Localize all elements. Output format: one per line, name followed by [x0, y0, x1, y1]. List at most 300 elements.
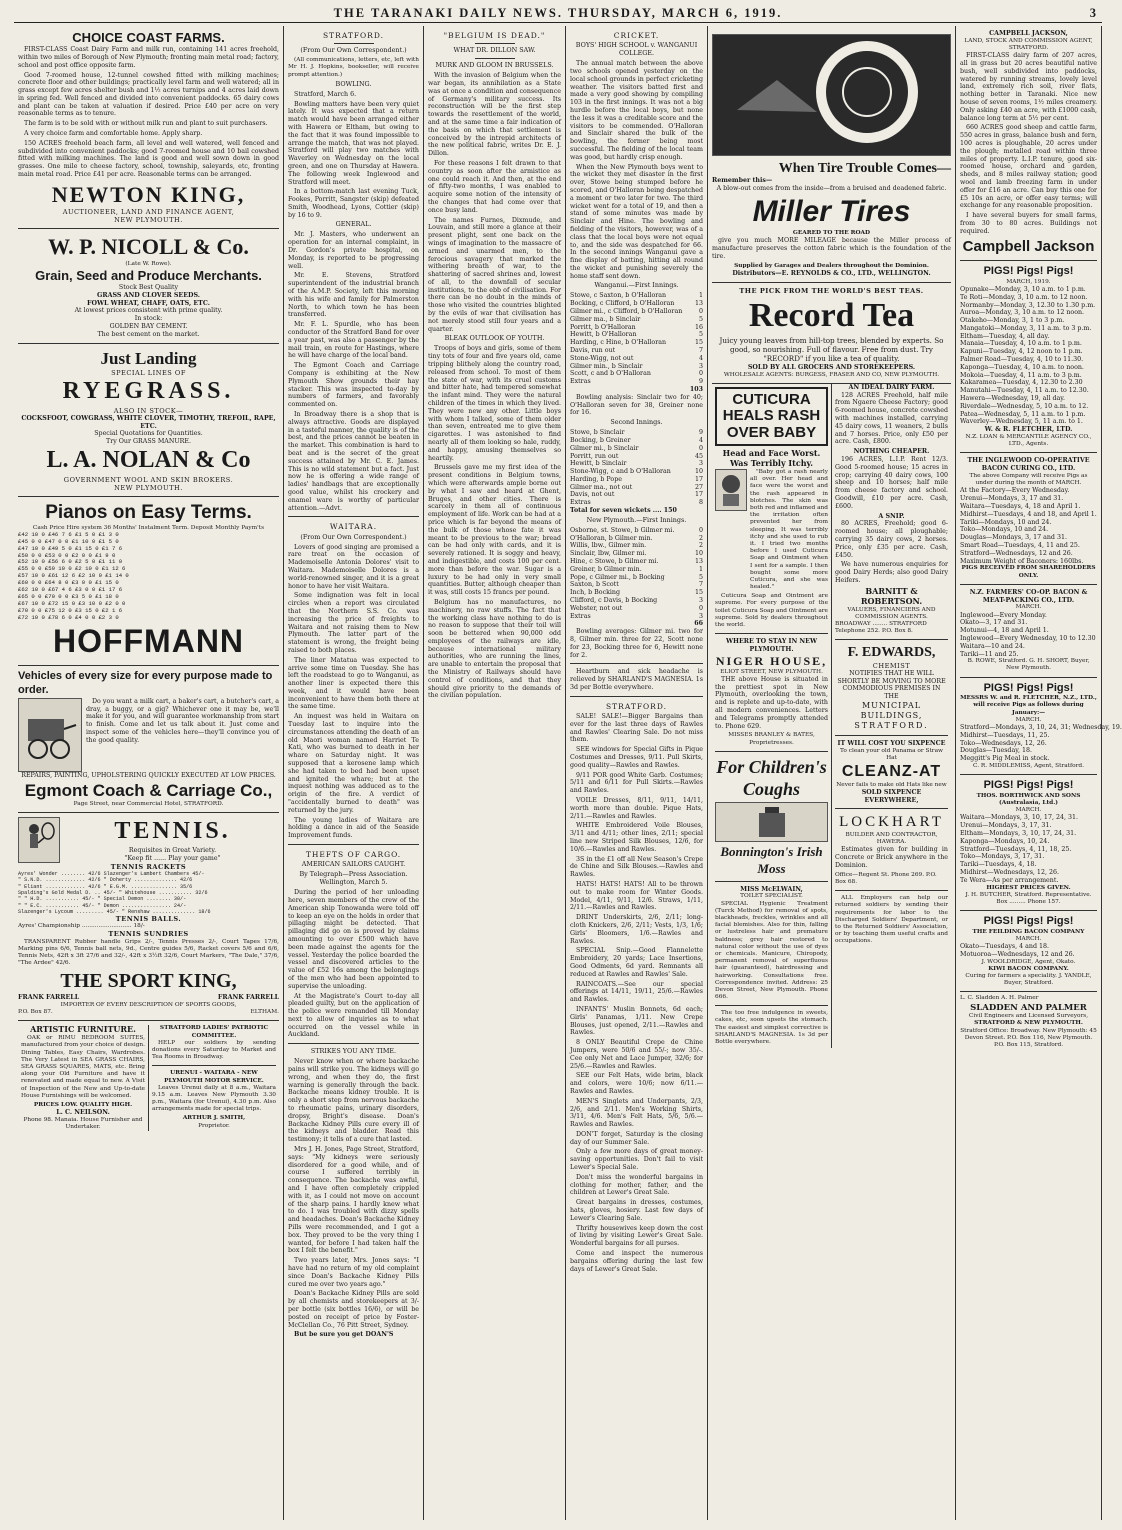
sharland-ad: Heartburn and sick headache is relieved by SHARLAND'S MAGNESIA. 1s 3d per Bottle everywhere. [570, 668, 703, 691]
scorecard-heading: Wanganui.—First Innings. [594, 281, 679, 290]
feilding-signature: J. WOOLDRIDGE, Agent, Okato. [981, 958, 1076, 965]
sladden-ad [960, 992, 1097, 1049]
scorecard-row [570, 527, 703, 535]
bonnington-title: For Children's Coughs [716, 756, 827, 800]
nolan-sub: GOVERNMENT WOOL AND SKIN BROKERS. [63, 475, 234, 484]
batsman-name: Hewitt, b O'Halloran [570, 331, 637, 339]
choice-farms-text: A very choice farm and comfortable home. Apply sharp. [24, 130, 203, 138]
batsman-runs: 3 [698, 612, 703, 620]
mcelwain-text: SPECIAL Hygienic Treatment (Turck Method) for removal of spots, blackheads, freckles, wrinkles and all facial blemishes. Also for thin, falling or lustreless hair and premature baldness; grey hair restored to natural color without the use of dyes or chemicals. Manicure, Chiropody, permanent removal of superfluous hair (guaranteed), hairdressing and hairworking. Consultations free. Correspondence invited. Address: 25 Devon Street, New Plymouth. Phone 666. [715, 900, 828, 1001]
scorecard-row [570, 292, 703, 300]
piano-price-row: £50 0 0 £53 0 0 £2 0 0 £1 9 0 [18, 551, 116, 559]
batsman-name: Extras [570, 378, 591, 386]
schedule-line: Opunake—Monday, 3, 10 a.m. to 1 p.m. [960, 285, 1086, 293]
lockhart-sub: BUILDER AND CONTRACTOR, HAWERA. [845, 832, 938, 846]
classified-ad: VOILE Dresses, 8/11, 9/11, 14/11, worth more than double. Pique Hats, 2/11.—Rawles and Rawles. [570, 797, 703, 820]
batsman-runs: 15 [694, 339, 703, 347]
sport-king-name: FRANK FARRELL [18, 994, 80, 1002]
schedule-line: Eltham—Tuesday, 4, all day. [960, 332, 1050, 340]
schedule-line: Otakeho—Monday, 3, 1 to 3 p.m. [960, 317, 1065, 325]
racket-price-line: " S.N.D. ............. 42/6 " Doherty .............. 42/6 [18, 877, 193, 884]
choice-farms-text: The farm is to be sold with or without milk run and plant to suit purchasers. [24, 120, 268, 128]
scorecard-row [570, 468, 703, 476]
column-belgium [424, 26, 566, 1520]
batsman-name: Davis, not out [570, 491, 615, 499]
batsman-runs: 9 [698, 429, 703, 437]
nicoll-line: In stock: [134, 315, 163, 323]
tea-agents: WHOLESALE AGENTS: BURGESS, FRASER AND CO, NEW PLYMOUTH. [723, 371, 940, 378]
scorecard-row [570, 460, 703, 468]
miller-distributors: Distributors—E. REYNOLDS & CO., LTD., WELLINGTON. [732, 269, 931, 277]
scorecard-row [570, 347, 703, 355]
schedule-line: Douglas—Tuesday, 18. [960, 747, 1032, 755]
batsman-runs: 5 [698, 331, 703, 339]
campbell-text: 660 ACRES good sheep and cattle farm, 550 acres in grass, balance bush and fern, 100 acres is ploughable, 20 acres under the plough; metalled road within three miles of property. L.I.P. tenure, good six-roomed house, orchard and garden, sheds, and 8 miles railway station; good wool and lamb freezing farm in under offer for £16 an acre. Can buy this one for £5 10s an acre, or offer easy terms; will exchange for any reasonable proposition. [960, 124, 1097, 210]
batsman-name: Stowe, c Saxton, b O'Halloran [570, 292, 667, 300]
schedule-line: Mokoia—Tuesday, 4, 11 a.m. to 3 p.m. [960, 371, 1082, 379]
telegraph-note: By Telegraph—Press Association. Wellington, March 5. [299, 870, 408, 887]
column-ads-left [14, 26, 284, 1520]
batsman-name: Inch, b Bocking [570, 589, 621, 597]
schedule-line: Waverley—Wednesday, 5, 11 a.m. to 1. [960, 418, 1083, 426]
batsman-name: Harding, b Pope [570, 475, 622, 483]
lewer-ad: Thrifty housewives keep down the cost of living by visiting Lewer's Great Sale. Wonderful bargains for all purses. [570, 1224, 703, 1248]
batsman-runs: 3 [698, 362, 703, 370]
schedule-line: Urenui—Mondays, 3, 17, 31. [960, 822, 1052, 830]
sladden-sub: Civil Engineers and Licensed Surveyors, [968, 1013, 1089, 1020]
classified-ad: INFANTS' Muslin Bonnets, 6d each; Girls' Panamas, 1/11. New Crepe Blouses, just opened, 2/11.—Rawles and Rawles. [570, 1005, 703, 1037]
classified-ad: SEE our Felt Hats, wide brim, black and colors, were 10/6; now 6/11.—Rawles and Rawles. [570, 1072, 703, 1095]
article-text: At the Magistrate's Court to-day all pleaded guilty, but on the application of the police were remanded till Monday next to allow of inquiries as to what occurred on the vessel while in Auckland. [288, 992, 419, 1039]
racket-price-line: Slazenger's Lycoum ......... 45/- " Renshaw .............. 18/6 [18, 908, 211, 915]
scorecard-row [570, 613, 703, 621]
newton-king-title: NEWTON KING, [51, 181, 246, 207]
article-text: In a bottom-match last evening Tuck, Fookes, Porritt, Sangster (skip) defeated Smith, Woodhead, Lyons, Cottier (skip) by 16 to 9. [288, 188, 419, 219]
scorecard-row [570, 542, 703, 550]
article-text: The Egmont Coach and Carriage Company is exhibiting at the New Plymouth Show grounds their hay stacker. This was inspected to-day by numbers of farmers, and favorably commented on. [288, 362, 419, 409]
batsman-runs: 4 [698, 436, 703, 444]
nzf-signature: B. ROWE, Stratford. G. H. SHORT, Buyer, New Plymouth. [967, 658, 1090, 672]
schedule-line: Manaia—Tuesday, 4, 10 a.m. to 1 p.m. [960, 340, 1082, 348]
batsman-name: Webster, not out [570, 604, 623, 612]
artistic-title: ARTISTIC FURNITURE. [30, 1024, 136, 1035]
pianos-table [18, 532, 279, 622]
bonnington-bottle [715, 802, 828, 842]
artistic-name: L. C. NEILSON. [56, 1109, 110, 1117]
schedule-line: Te Wera—As per arrangement. [960, 876, 1059, 884]
masthead-title: THE TARANAKI DAILY NEWS. THURSDAY, MARCH 6, 1919. [333, 6, 783, 20]
pigs-title: PIGS! Pigs! Pigs! [983, 779, 1074, 792]
scorecard-row [570, 589, 703, 597]
classified-ad: 9/11 POR good White Garb. Costumes; 5/11 and 6/11 for Pull Skirts.—Rawles and Rawles. [570, 771, 703, 795]
campbell-signature: Campbell Jackson [962, 237, 1095, 255]
ryegrass-also: ALSO IN STOCK— [113, 406, 184, 415]
batsman-runs: 13 [694, 558, 703, 565]
schedule-line: Kakaramea—Tuesday, 4, 12.30 to 2.30 [960, 379, 1083, 387]
cart-illustration [18, 698, 82, 772]
article-text: Bowling matters have been very quiet lately. It was expected that a return match would have been arranged either with Hawera or Eltham, but owing to the fact that it was found impossible to arrange the match, that was not played. Stratford will play two matches with Waverley on Wednesday on the local green, and one on Thursday at Hawera. The following week Inglewood and Stratford will meet. [288, 100, 419, 186]
campbell-text: I have several buyers for small farms, from 30 to 80 acres. Buildings not required. [960, 212, 1097, 235]
mcelwain-title: MISS McELWAIN, [740, 885, 803, 893]
nz-farmers-ad [960, 585, 1097, 678]
piano-price-row: £42 10 0 £46 7 6 £1 5 0 £1 3 0 [18, 530, 119, 538]
edwards-town: STRATFORD. [854, 720, 929, 730]
nicoll-line: FOWL WHEAT, CHAFF, OATS, ETC. [87, 299, 210, 307]
employers-notice: ALL Employers can help our returned soldiers by sending their requirements for labor to the Discharged Soldiers' Department, or to the Returned Soldiers' Association, or by teaching them useful crafts and occupations. [835, 895, 948, 945]
batsman-runs: 5 [698, 315, 703, 323]
artistic-text: OAK or RIMU BEDROOM SUITES, manufactured from your choice of design. Dining Tables, Easy Chairs, Wardrobes. The Very Latest in SEA GRASS CHAIRS, SEA GRASS SQUARES, MATS, etc. Bring along your Old Furniture and have it renovated and made equal to new. A Visit of Inspection of the New and Up-to-date House Furnishings will be welcomed. [21, 1035, 145, 1099]
batsman-runs: 5 [698, 573, 703, 581]
cleanz-sub: To clean your old Panama or Straw Hat [840, 747, 943, 761]
batsman-name: Porritt, b O'Halloran [570, 323, 636, 331]
article-text: The young ladies of Waitara are holding a dance in aid of the Seaside Improvement funds. [288, 816, 419, 840]
page-number: 3 [1089, 6, 1098, 20]
schedule-line: Auroa—Monday, 3, 10 a.m. to 12 noon. [960, 309, 1085, 317]
barnitt-address: BROADWAY ........ STRATFORD Telephone 252. P.O. Box 8. [835, 620, 927, 635]
batsman-runs: 1 [698, 565, 703, 573]
ryegrass-quote: Special Quotations for Quantities. [94, 430, 203, 438]
sladden-offices: Stratford Office: Broadway. New Plymouth: 45 Devon Street. P.O. Box 116, New Plymouth. P.O. Box 115, Stratford. [960, 1027, 1097, 1048]
nothing-text: 196 ACRES, L.I.P. Rent 12/3. Good 5-roomed house; 15 acres in crop; carrying 40 dairy cows, 100 sheep and 10 horses; half mile from cheese factory and school. Goodwill, £10 per acre. Cash, £600. [835, 455, 948, 510]
article-headline: "BELGIUM IS DEAD." [443, 31, 546, 40]
batsman-runs: 45 [694, 452, 703, 460]
inglewood-sub: The above Company will receive Pigs as under during the month of MARCH. [969, 473, 1088, 487]
edwards-text: NOTIFIES THAT HE WILL SHORTLY BE MOVING TO MORE COMMODIOUS PREMISES IN THE [837, 669, 946, 701]
vehicles-title: Vehicles of every size for every purpose made to order. [18, 670, 273, 697]
urenui-text: Leaves Urenui daily at 8 a.m., Waitara 9.15 a.m. Leaves New Plymouth 3.30 p.m., Waitara (for Urenui), 4.30 p.m. Also arrangements made for special trips. [152, 1084, 276, 1113]
schedule-line: Meggitt's Pig Meal in stock. [960, 755, 1050, 763]
column-stratford [284, 26, 424, 1520]
scorecard-newplymouth-first [570, 527, 703, 621]
batsman-runs: 15 [694, 589, 703, 597]
nicoll-late: (Late W. Rowe). [125, 260, 172, 267]
choice-farms-text: FIRST-CLASS Coast Dairy Farm and milk run, containing 141 acres freehold, within two miles of Borough of New Plymouth; fronting main metal road; factory, school and post office opposite farm. [18, 46, 279, 69]
tennis-balls-head: TENNIS BALLS. [115, 915, 182, 924]
racket-price-line: " Eliant ............. 42/6 " E.G.M. ............... 35/6 [18, 883, 193, 890]
racket-price-line: " " E.C. ........... 45/- " Demon ................ 24/- [18, 902, 187, 909]
classified-ad: SEE windows for Special Gifts in Pique Costumes and Dresses, 9/11. Pull Skirts, good quality—Rawles and Rawles. [570, 746, 703, 769]
lockhart-address: Office—Regent St. Phone 269. P.O. Box 68. [835, 871, 937, 886]
racket-price-line: " " H.D. ........... 45/- " Special Demon ........ 30/- [18, 896, 187, 903]
section-heading: THEFTS OF CARGO. [305, 850, 402, 860]
article-text: Mr. J. Masters, who underwent an operation for an internal complaint, in Dr. Gordon's private hospital, on Monday, is reported to be progressing well. [288, 231, 419, 270]
schedule-line: Motuoroa—Wednesdays, 12 and 26. [960, 950, 1075, 958]
scorecard-row [570, 581, 703, 589]
schedule-line: Te Roti—Monday, 3, 10 a.m. to 12 noon. [960, 293, 1088, 301]
tennis-sub: Requisites in Great Variety. [128, 846, 217, 854]
tea-title: Record Tea [748, 296, 915, 334]
nothing-head: NOTHING CHEAPER. [853, 448, 930, 456]
schedule-line: Toko—Mondays, 3, 17, 31. [960, 853, 1045, 861]
section-heading: STRATFORD. [323, 31, 384, 40]
article-text: Some indignation was felt in local circles when a report was circulated that the Northern S.S. Co. was increasing the price of freights to Waitara and not raising them to New Plymouth. The latter part of the statement is wrong, the freight being raised to both places. [288, 592, 419, 654]
schedule-line: Normanby—Monday, 3, 12.30 to 1.30 p.m. [960, 301, 1096, 309]
borthwick-month: MARCH. [1015, 807, 1042, 814]
batsman-runs: 2 [698, 542, 703, 550]
schedule-line: Smart Road—Tuesdays, 4, 11 and 25. [960, 541, 1080, 549]
miller-text: give you much MORE MILEAGE because the Miller process of manufacture preserves the cotton fabric which is the foundation of the tire. [712, 237, 951, 260]
scorecard-total: 103 [689, 385, 703, 393]
center-lower-left [712, 384, 831, 1048]
ryegrass-special: SPECIAL LINES OF [111, 368, 186, 377]
schedule-line: Tariki—11 and 25. [960, 650, 1019, 658]
article-text: For these reasons I felt drawn to that country as soon after the armistice as one could reach it. And then, at the end of fifty-two months, I was enabled to acquire some notion of the intensity of the changes that had come over that once busy land. [428, 159, 561, 214]
batsman-name: Willis, lbw., Gilmer min. [570, 542, 647, 550]
tennis-sundries-text: TRANSPARENT Rubber handle Grips 2/-, Tennis Presses 2/-, Court Tapes 17/6, Marking pins 6/6, Tennis ball nets, 9d., Centre guides 5/6, Racket covers 5/6 and 6/6, Tennis Nets, 42ft x 3ft 27/6 and 32/-, 42ft x 3½ft 32/6, Court Markers, "The Dale," 37/6, "The Ardee" 42/6. [18, 938, 279, 967]
pigs-title: PIGS! Pigs! Pigs! [983, 681, 1074, 694]
mcelwain-sub: TOILET SPECIALIST. [740, 893, 803, 900]
cleanz-top: IT WILL COST YOU SIXPENCE [837, 739, 946, 747]
tea-text: Juicy young leaves from hill-top trees, blended by experts. So good, so nourishing. Full of flavour. Free from dust. Try "RECORD" if you like a tea of quality. [719, 336, 944, 363]
sport-king-line: IMPORTER OF EVERY DESCRIPTION OF SPORTS GOODS, [60, 1002, 237, 1008]
article-text: In Broadway there is a shop that is always attractive. Goods are displayed in a tasteful manner, the quality is of the best, and the prices cannot be beaten in the market. This combination is hard to beat and is the secret of the great success attained by Mr. C. E. James. This is no wild statement but a fact. Just now he is offering a wide range of ladies' handbags that are exceptionally good value, whilst his crockery and enamel ware is worthy of particular attention.—Advt. [288, 410, 419, 512]
batsman-runs: 17 [694, 475, 703, 483]
snip-text: 80 ACRES, Freehold; good 6-roomed house; all ploughable; carrying 35 dairy cows, 2 horses. Price, only £35 per acre. Cash, £450. [835, 520, 948, 559]
article-text: Two years later, Mrs. Jones says: "I have had no return of my old complaint since Doan's Backache Kidney Pills cured me over two years ago." [288, 1257, 419, 1288]
article-text: Belgium has no manufactures, no machinery, no raw stuffs. The fact that the working class have nothing to do is no reason to suppose that their toil will soon be bettered when 90,000 odd employees of the railways are idle, because international military authorities, who are running the lines, are unable to entertain the proposal that the Ministry of Railways should have control of conditions, and that they should give priority to the demands of the civilian population. [428, 598, 561, 700]
rawles-ads [570, 713, 703, 1146]
article-text: Troops of boys and girls, some of them tiny tots of four and five years old, came tripping blithely along the country road, released from school. To most of them the state of war, with its cruel customs and bitter hate, had tempered somewhat the infant mind. They were the natural children of the times in which they lived. They were new any other. Little boys with whom I talked, some of them older than seven, entreated me to give them cigarettes. I was astonished to find nearly all of them looking so hale, ruddy, and happy, amusing themselves so heartily. [428, 345, 561, 462]
nicoll-title: W. P. NICOLL & Co. [48, 234, 249, 260]
schedule-line: Tariki—Mondays, 10 and 24. [960, 518, 1052, 526]
lewer-ad: Great bargains in dresses, costumes, hats, gloves, hosiery. Last few days of Lewer's Clearing Sale. [570, 1199, 703, 1222]
batsman-name: Gilmer ma., b Sinclair [570, 315, 641, 323]
egmont-address: Page Street, near Commercial Hotel, STRATFORD. [73, 800, 224, 807]
inglewood-ad [960, 453, 1097, 584]
choice-farms-text: 150 ACRES freehold beach farm, all level and well watered, well fenced and subdivided into convenient paddocks; good 7-roomed house and 10 bail cowshed fitted with milking machines. The land is good and well sown down in good grasses. One mile to cheese factory, school, township, saleyards, etc, fronting main metal road. Price £41 per acre. Reasonable terms can be arranged. [18, 139, 279, 179]
batsman-name: Gilmer mi., b Sinclair [570, 444, 639, 452]
snip-head: A SNIP. [878, 512, 905, 520]
choice-farms-title: CHOICE COAST FARMS. [72, 30, 225, 45]
edwards-building: MUNICIPAL BUILDINGS, [860, 700, 923, 720]
schedule-line: Midhirst—Tuesdays, 11, 25. [960, 731, 1050, 739]
batsman-runs: 2 [698, 534, 703, 542]
nzf-month: MARCH. [1015, 604, 1042, 611]
ladies-title: STRATFORD LADIES' PATRIOTIC COMMITTEE. [159, 1025, 269, 1039]
scorecard-row [570, 308, 703, 316]
batsman-runs: 3 [698, 460, 703, 468]
batsman-runs: 8 [698, 499, 703, 507]
article-text: Never know when or where backache pains will strike you. The kidneys will go wrong, and when they do, the first warning is generally through the back. Backache means kidney trouble. It is only a short step from nervous backache to rheumatic pains, urinary disorders, dropsy, Bright's disease. Doan's Backache Kidney Pills cure every ill of the kidneys and bladder. Read this testimony; it tells of a cure that lasted. [288, 1058, 419, 1144]
messrs-month: MARCH. [1015, 716, 1042, 723]
pigs-ad-2 [960, 678, 1122, 776]
schedule-line: Tariki—Tuesdays, 4, 18. [960, 861, 1037, 869]
batsman-name: Pope, c Gilmer mi., b Bocking [570, 573, 665, 581]
batsman-name: Saxton, b Scott [570, 581, 619, 589]
piano-price-row: £45 0 0 £47 0 0 £1 10 0 £1 5 0 [18, 537, 119, 545]
borthwick-title: THOS. BORTHWICK AND SONS (Australasia, Ltd.) [976, 792, 1081, 807]
bottle-icon [747, 805, 797, 839]
batsman-runs: 7 [698, 581, 703, 589]
batsman-runs: 17 [694, 491, 703, 499]
article-text: Mrs J. H. Jones, Page Street, Stratford, says: "My kidneys were seriously disordered for a good while, and of course I suffered terribly in consequence. The backache was awful, and I have often completely crippled with it, as I could not move on account of the sharp pains. I hardly knew what to do. I was troubled with dizzy spells and headaches. Doan's Backache Kidney Pills were recommended, and I got a box. They proved to be the very thing I wanted, for before I had taken half the box I felt the benefit." [288, 1145, 419, 1255]
nicoll-line: At lowest prices consistent with prime quality. [74, 307, 223, 315]
artistic-foot: Phone 98. Manaia. House Furnisher and Undertaker. [23, 1116, 143, 1131]
messrs-title: MESSRS W. and R. FLETCHER, N.Z., LTD., will receive Pigs as follows during January:— [960, 695, 1097, 716]
kiwi-title: KIWI BACON COMPANY. [988, 965, 1069, 972]
subheading: AMERICAN SAILORS CAUGHT. [301, 860, 406, 869]
ladies-text: HELP our soldiers by sending donations every Saturday to Market and Tea Rooms in Broadway. [152, 1039, 276, 1061]
egmont-title: Egmont Coach & Carriage Co., [24, 780, 273, 800]
kiwi-text: Curing for farmers a speciality. J. YANDLE, Buyer, Stratford. [965, 973, 1092, 987]
batsman-runs: 0 [698, 370, 703, 378]
scorecard-wanganui-first [570, 292, 703, 386]
nolan-title: L. A. NOLAN & Co [46, 446, 251, 473]
ryegrass-try: Try Our GRASS MANURE. [106, 438, 191, 446]
ideal-text: 128 ACRES Freehold, half mile from Ngaere Cheese Factory; good 6-roomed house, concrete cowshed with machines installed, carrying 45 dairy cows, 11 weaners, 2 bulls and 7 horses. Price, only £50 per acre. Cash, £800. [835, 391, 948, 446]
ryegrass-ad [18, 344, 279, 497]
ryegrass-list: COCKSFOOT, COWGRASS, WHITE CLOVER, TIMOTHY, TREFOIL, RAPE, ETC. [21, 414, 276, 430]
scorecard-row [570, 339, 703, 347]
tea-sold: SOLD BY ALL GROCERS AND STOREKEEPERS. [747, 363, 916, 371]
pigs-ad-1 [960, 261, 1097, 453]
nolan-town: NEW PLYMOUTH. [114, 483, 183, 492]
schedule-line: At the Factory—Every Wednesday. [960, 487, 1070, 495]
borthwick-schedule [960, 814, 1097, 884]
edwards-title: F. EDWARDS, [847, 645, 936, 661]
pianos-table-head: Cash Price Hire system 36 Months' Instalment Term. Deposit Monthly Paym'ts [32, 524, 265, 531]
article-text: With the invasion of Belgium when the war began, its annihilation as a State was at once a condition and consequence of Germany's military success. Its reconstruction will be the first step towards the resettlement of the world, and at the same time a fair indication of the basis on which that settlement is conceived by the intrepid architects of the new political fabric, writes Dr. E. J. Dillon. [428, 72, 561, 158]
piano-price-row: £67 10 0 £72 15 0 £3 10 0 £2 0 0 [18, 600, 126, 608]
article-text: Bowling analysis: Sinclair two for 40; O'Halloran seven for 38, Greiner none for 16. [570, 393, 703, 417]
schedule-line: Eltham—Mondays, 3, 10, 17, 24, 31. [960, 830, 1077, 837]
article-text: Mr. E. Stevens, Stratford superintendent of the industrial branch of the A.M.P. Society, left this morning with his wife and family for Palmerston North, to which town he has been transferred. [288, 272, 419, 319]
batsman-runs: 3 [698, 596, 703, 604]
batsman-name: Greiner, b Gilmer min. [570, 565, 642, 573]
campbell-title: CAMPBELL JACKSON, [989, 30, 1068, 37]
column-ads-center [708, 26, 956, 1520]
newton-king-town: NEW PLYMOUTH. [114, 216, 183, 225]
batsman-name: Scott, c and b O'Halloran [570, 370, 651, 378]
center-lower-row [712, 384, 951, 1048]
cuticura-text: "Baby got a rash nearly all over. Her head and face were the worst and the rash appeared in blotches. The skin was both red and inflamed and the irritation often prevented her from sleeping. It was terribly itchy and she used to rub it. I tried two months before I used Cuticura Soap and Ointment when I sent for a sample. I then bought some more Cuticura, and she was healed." [750, 469, 828, 591]
ideal-head: AN IDEAL DAIRY FARM. [848, 383, 935, 391]
nicoll-line: GOLDEN BAY CEMENT. [109, 323, 188, 331]
schedule-line: Toko—Mondays, 10 and 24. [960, 526, 1049, 534]
schedule-line: Stratford—Mondays, 3, 10, 24, 31; Wednesday, 19. [960, 724, 1122, 732]
batsman-runs: 10 [694, 550, 703, 558]
choice-farms-text: Good 7-roomed house, 12-tunnel cowshed fitted with milking machines; concrete floor and other buildings; practically level farm and well watered; all in grass except few acres shelter bush and 1½ acres turnips and 4 acres laid down in spring fed. Well fenced and divided into convenient paddocks. 65 dairy cows and plant can be taken at valuation if desired. Price £40 per acre on very reasonable terms as to tenure. [18, 71, 279, 118]
feilding-title: THE FEILDING BACON COMPANY [972, 928, 1085, 935]
scorecard-row [570, 558, 703, 566]
scorecard-row [570, 535, 703, 543]
scorecard-row [570, 453, 703, 461]
scorecard-row [570, 476, 703, 484]
schedule-line: Urenui—Mondays, 3, 17 and 31. [960, 495, 1064, 503]
batsman-runs: 10 [694, 468, 703, 476]
barnitt-sub: VALUERS, FINANCIERS AND COMMISSION AGENTS. [847, 606, 936, 620]
article-subheading: BLEAK OUTLOOK OF YOUTH. [444, 334, 545, 343]
pigs-agent: N.Z. LOAN & MERCANTILE AGENCY CO., LTD., Agents. [965, 434, 1092, 448]
campbell-sub: LAND, STOCK AND COMMISSION AGENT, STRATFORD. [964, 37, 1093, 51]
scorecard-row [570, 566, 703, 574]
article-text: Brussels gave me my first idea of the present conditions in Belgium towns, which were afterwards ample borne out by what I saw and heard at Ghent, Bruges, and other cities. There is scarcely in them all of continuous employment of life. Work can be had at a price which is far beyond the means of the bulk of those whose fate it was meant to be previous to the war; bread can be had only with cards, and it is severely rationed. It is soggy and heavy, and indigestible, and costs 100 per cent. more than before the war. Sugar is a luxury to be had only in very small quantities. Butter, although cheaper than it was, still costs 15 francs per pound. [428, 464, 561, 597]
article-text: Lovers of good singing are promised a rare treat on the occasion of Mademoiselle Antonia Dolores' visit to Waitara. Mademoiselle Dolores is a world-renowned singer, and it is a great honor to have her visit Waitara. [288, 543, 419, 590]
scorecard-row [570, 437, 703, 445]
vehicles-text: Do you want a milk cart, a baker's cart, a butcher's cart, a dray, a buggy, or a gig? Whichever one it may be, we'll make it for you, and will guarantee workmanship from start to finish. Come and let us talk about it. Just come and inspect some of the vehicles here—they'll convince you of the good quality. [86, 697, 279, 744]
pigs-title: PIGS! Pigs! Pigs! [983, 265, 1074, 278]
classified-ad: MEN'S Singlets and Underpants, 2/3, 2/6, and 2/11. Men's Working Shirts, 3/11, 4/6. Men's Felt Hats, 5/6, 5/6.—Rawles and Rawles. [570, 1097, 703, 1129]
article-text: Doan's Backache Kidney Pills are sold by all chemists and storekeepers at 3/- per bottle (six bottles 16/6), or will be posted on receipt of price by Foster-McClellan Co., 76 Pitt Street, Sydney. [288, 1290, 419, 1329]
section-heading: STRATFORD. [606, 701, 667, 711]
schedule-line: Palmer Road—Tuesday, 4, 10 to 11.30. [960, 356, 1084, 364]
scorecard-heading: Second Innings. [610, 418, 663, 427]
batsman-runs: 13 [694, 300, 703, 308]
batsman-name: Davis, run out [570, 347, 616, 354]
feilding-month: MARCH. [1015, 935, 1042, 942]
nzf-schedule [960, 612, 1097, 659]
tennis-sundries-head: TENNIS SUNDRIES [108, 930, 189, 939]
piano-price-row: £72 10 0 £78 6 0 £4 0 0 £2 3 0 [18, 613, 119, 621]
ryegrass-landing: Just Landing [100, 348, 197, 368]
niger-title: NIGER HOUSE, [715, 653, 828, 668]
schedule-line: Douglas—Mondays, 3, 17 and 31. [960, 534, 1067, 542]
subheading: STRIKES YOU ANY TIME. [310, 1047, 397, 1056]
batsman-name: Clifford, c Davis, b Bocking [570, 596, 658, 604]
artistic-furniture-ad [18, 1025, 148, 1131]
vehicles-repairs: REPAIRS, PAINTING, UPHOLSTERING QUICKLY EXECUTED AT LOW PRICES. [21, 771, 276, 779]
vehicles-ad [18, 666, 279, 812]
inglewood-schedule [960, 487, 1097, 565]
pigs-title: PIGS! Pigs! Pigs! [983, 915, 1074, 928]
ryegrass-title: RYEGRASS. [62, 377, 235, 404]
baby-icon [718, 472, 744, 508]
masthead [14, 6, 1102, 23]
piano-price-row: £52 10 0 £56 6 0 £2 5 0 £1 11 0 [18, 558, 123, 566]
batsman-name: Stowe, b Sinclair [570, 429, 625, 437]
pigs-schedule [960, 286, 1097, 426]
tire-remember: Remember this— [712, 177, 773, 185]
tennis-player-illustration [18, 817, 60, 863]
lewer-ad: Come and inspect the numerous bargains offering during the last few days of Lewer's Great Sale. [570, 1250, 703, 1273]
scorecard-row [570, 370, 703, 378]
pigs-ad-4 [960, 911, 1097, 992]
scorecard-row [570, 597, 703, 605]
scorecard-row [570, 484, 703, 492]
campbell-text: FIRST-CLASS dairy farm of 207 acres, all in grass but 20 acres beautiful native bush, well subdivided into paddocks, watered by running streams, lovely level land, extremely rich soil, river flats, nothing better in Taranaki. Nice new house of seven rooms, 1½ miles creamery. Only asking £40 an acre, with £1000 cash, balance long term at 5½ per cent. [960, 52, 1097, 122]
batsman-name: Gilmer min., b Sinclair [570, 362, 643, 370]
cart-icon [22, 705, 78, 765]
batsman-name: Bocking, b Greiner [570, 436, 631, 444]
nzf-title: N.Z. FARMERS' CO-OP. BACON & MEAT-PACKING CO., LTD. [969, 588, 1088, 604]
niger-props: MISSES BRANLEY & BATES, Proprietresses. [728, 732, 815, 746]
schedule-line: Riverdale—Wednesday, 5, 10 a.m. to 12. [960, 402, 1089, 410]
cleanz-text: Never fails to make old Hats like new [836, 781, 947, 788]
niger-text: THE above House is situated in the prettiest spot in New Plymouth, overlooking the town, and is replete and up-to-date, with all modern conveniences. Letters and Telegrams promptly attended to. Phone 629. [715, 675, 828, 730]
piano-price-row: £55 0 0 £59 10 0 £2 10 0 £1 12 6 [18, 565, 126, 573]
scorecard-row [570, 605, 703, 613]
tire-caption: When Tire Trouble Comes— [778, 161, 951, 176]
schedule-line: Motunui—4, 18 and April 1. [960, 627, 1049, 635]
bottom-ads-row [18, 1021, 279, 1131]
pianos-title: Pianos on Easy Terms. [45, 502, 252, 524]
scorecard-row [570, 363, 703, 371]
lockhart-text: Estimates given for building in Concrete or Brick anywhere in the Dominion. [835, 846, 948, 870]
schedule-line: Waitara—Tuesdays, 4, 18 and April 1. [960, 502, 1081, 510]
pigs-agent: W. & R. FLETCHER, LTD. [984, 426, 1073, 434]
schedule-line: Midhirst—Tuesdays, 4 and 18, and April 1. [960, 510, 1097, 518]
inglewood-title: THE INGLEWOOD CO-OPERATIVE BACON CURING CO., LTD. [967, 457, 1090, 473]
cuticura-sub: Head and Face Worst. Was Terribly Itchy. [722, 448, 821, 469]
article-text: Stratford, March 6. [294, 90, 357, 98]
edwards-sub: CHEMIST [872, 661, 911, 670]
scorecard-row [570, 331, 703, 339]
scorecard-row [570, 429, 703, 437]
lockhart-title: LOCKHART [839, 814, 944, 831]
schedule-line: Hawera—Wednesday, 19, all day. [960, 395, 1065, 403]
scorecard-heading: New Plymouth.—First Innings. [586, 515, 687, 524]
schedule-line: Inglewood—Every Wednesday, 10 to 12.30 [960, 634, 1096, 642]
